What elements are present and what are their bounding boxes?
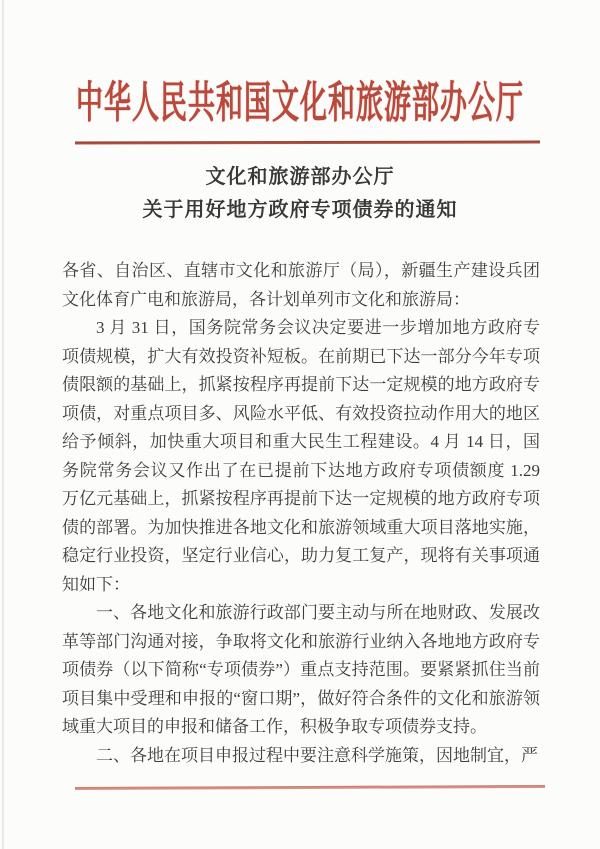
paragraph-3-truncated: 二、各地在项目申报过程中要注意科学施策，因地制宜，严 <box>96 745 538 765</box>
document-title <box>0 161 600 227</box>
document-body <box>62 257 540 770</box>
document-title-line1: 文化和旅游部办公厅 <box>205 166 395 188</box>
document-title-line2: 关于用好地方政府专项债券的通知 <box>142 199 458 221</box>
letterhead-rule <box>75 141 540 145</box>
paragraph-2: 一、各地文化和旅游行政部门要主动与所在地财政、发展改革等部门沟通对接，争取将文化和旅游行业纳入各地地方政府专项债券（以下简称“专项债券”）重点支持范围。要紧紧抓住当前项目集中受理和申报的“窗口期”，做好符合条件的文化和旅游领域重大项目的申报和储备工作，积极争取专项债券支持。 <box>62 603 540 736</box>
letterhead-title: 中华人民共和国文化和旅游部办公厅 <box>76 78 524 128</box>
salutation: 各省、自治区、直辖市文化和旅游厅（局），新疆生产建设兵团文化体育广电和旅游局，各计划单列市文化和旅游局： <box>62 261 540 309</box>
paragraph-1: 3 月 31 日，国务院常务会议决定要进一步增加地方政府专项债规模，扩大有效投资补短板。在前期已下达一部分今年专项债限额的基础上，抓紧按程序再提前下达一定规模的地方政府专项债，对重点项目多、风险水平低、有效投资拉动作用大的地区给予倾斜，加快重大项目和重大民生工程建设。4 月 14 日，国务院常务会议又作出了在已提前下达地方政府专项债额度 1.29 万亿元基础上，抓紧按程序再提前下达一定规模的地方政府专项债的部署。为加快推进各地文化和旅游领域重大项目落地实施，稳定行业投资，坚定行业信心，助力复工复产，现将有关事项通知如下： <box>62 318 540 594</box>
footer-rule <box>75 785 545 790</box>
